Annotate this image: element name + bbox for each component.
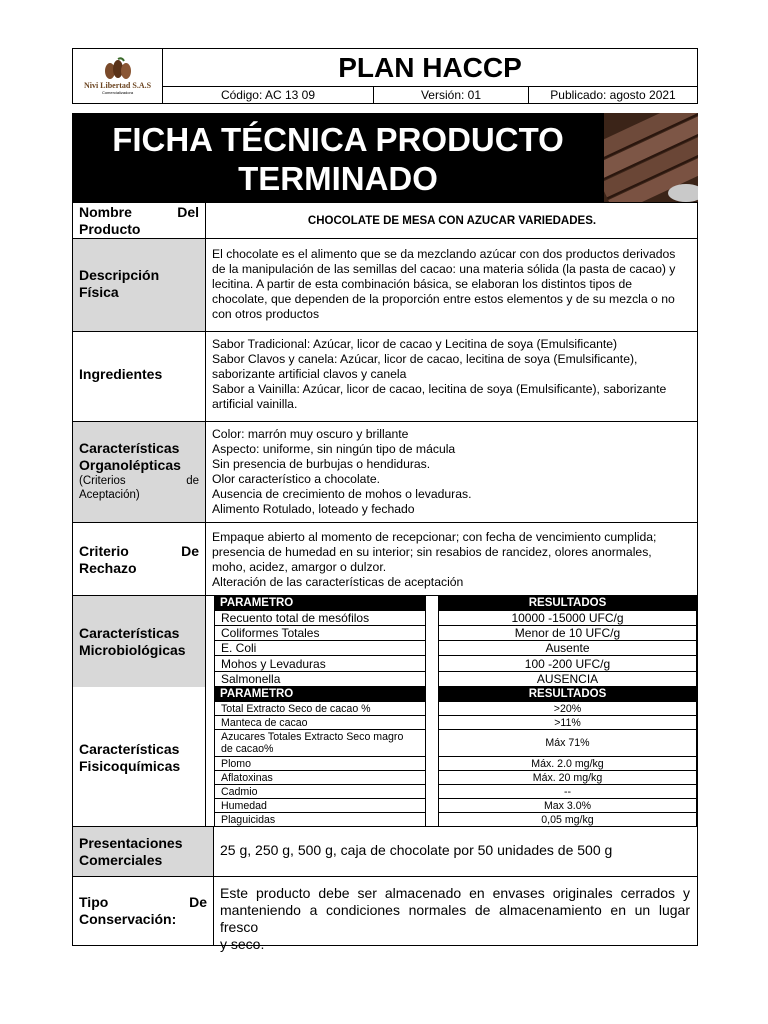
ingredientes-line: saborizante artificial clavos y canela xyxy=(212,367,407,381)
micro-param-cell: E. Coli xyxy=(214,640,426,656)
fisico-param-cell: Humedad xyxy=(214,798,426,813)
ingredientes-line: Sabor a Vainilla: Azúcar, licor de cacao, lecitina de soya (Emulsificante), saborizante xyxy=(212,382,667,396)
micro-param-header: PARAMETRO xyxy=(214,596,426,610)
fisico-result-cell: >20% xyxy=(438,701,697,716)
row-line xyxy=(72,522,698,523)
microbiologicas-label-l1: Características xyxy=(79,625,180,641)
fisico-result-cell: Máx. 2.0 mg/kg xyxy=(438,756,697,771)
fisicoquimicas-label xyxy=(79,741,199,775)
fisico-param-line: de cacao% xyxy=(221,743,274,755)
organolepticas-sub-w1: (Criterios xyxy=(79,475,126,487)
presentaciones-value: 25 g, 250 g, 500 g, caja de chocolate por 50 unidades de 500 g xyxy=(220,842,613,858)
conservacion-line: y seco. xyxy=(220,936,265,952)
version-cell: Versión: 01 xyxy=(373,86,529,104)
micro-result-cell: Ausente xyxy=(438,640,697,656)
descripcion-line: de la manipulación de las semillas del cacao: una materia sólida (la pasta de cacao) y xyxy=(212,262,676,276)
ficha-banner xyxy=(72,113,604,202)
conservacion-label xyxy=(79,894,207,928)
organolepticas-line: Color: marrón muy oscuro y brillante xyxy=(212,427,409,441)
fisicoquimicas-label-l1: Características xyxy=(79,741,180,757)
rechazo-label xyxy=(79,543,199,577)
rechazo-label-w1: Criterio xyxy=(79,543,129,559)
organolepticas-line: Aspecto: uniforme, sin ningún tipo de mácula xyxy=(212,442,456,456)
nombre-label-w3: Producto xyxy=(79,221,141,237)
fisico-result-header: RESULTADOS xyxy=(438,687,697,701)
fisico-param-cell xyxy=(214,729,426,757)
fisico-param-cell: Aflatoxinas xyxy=(214,770,426,785)
rechazo-label-l2: Rechazo xyxy=(79,560,137,576)
fisico-param-cell: Total Extracto Seco de cacao % xyxy=(214,701,426,716)
ingredientes-label: Ingredientes xyxy=(79,366,163,382)
ingredientes-line: Sabor Tradicional: Azúcar, licor de cacao y Lecitina de soya (Emulsificante) xyxy=(212,337,618,351)
fisico-result-cell: -- xyxy=(438,784,697,799)
conservacion-label-w2: De xyxy=(189,894,207,910)
nombre-value: CHOCOLATE DE MESA CON AZUCAR VARIEDADES. xyxy=(307,214,597,227)
fisico-result-cell: Máx 71% xyxy=(438,729,697,757)
rechazo-line: Empaque abierto al momento de recepcionar; con fecha de vencimiento cumplida; xyxy=(212,530,657,544)
conservacion-text xyxy=(220,885,690,953)
micro-param-cell: Recuento total de mesófilos xyxy=(214,610,426,626)
conservacion-line: manteniendo a condiciones normales de almacenamiento en un lugar fresco xyxy=(220,902,690,935)
conservacion-label-w1: Tipo xyxy=(79,894,109,910)
ingredientes-line: Sabor Clavos y canela: Azúcar, licor de cacao, lecitina de soya (Emulsificante), xyxy=(212,352,638,366)
presentaciones-label-l2: Comerciales xyxy=(79,852,163,868)
fisico-result-cell: Max 3.0% xyxy=(438,798,697,813)
rechazo-line: moho, acidez, amargor o dulzor. xyxy=(212,560,387,574)
organolepticas-label-l1: Características xyxy=(79,440,180,456)
cacao-logo-icon xyxy=(98,57,138,81)
fisico-param-cell: Manteca de cacao xyxy=(214,715,426,730)
conservacion-label-l2: Conservación: xyxy=(79,911,177,927)
publicado-cell: Publicado: agosto 2021 xyxy=(528,86,698,104)
fisicoquimicas-label-l2: Fisicoquímicas xyxy=(79,758,181,774)
row-line xyxy=(72,876,698,877)
descripcion-line: chocolate, que dependen de la proporción entre estos elementos y de su mezcla o no xyxy=(212,292,675,306)
ingredientes-line: artificial vainilla. xyxy=(212,397,298,411)
column-divider-lower xyxy=(213,826,214,946)
descripcion-line: lecitina. A partir de esta combinación básica, se elaboran los distintos tipos de xyxy=(212,277,633,291)
fisico-param-cell: Plomo xyxy=(214,756,426,771)
fisico-result-cell: Máx. 20 mg/kg xyxy=(438,770,697,785)
microbiologicas-label xyxy=(79,625,199,659)
descripcion-label-l2: Física xyxy=(79,284,119,300)
descripcion-label-l1: Descripción xyxy=(79,267,160,283)
organolepticas-text xyxy=(212,427,690,517)
organolepticas-sub-l2: Aceptación) xyxy=(79,489,140,501)
logo-cell xyxy=(72,48,163,104)
presentaciones-label-l1: Presentaciones xyxy=(79,835,183,851)
rechazo-text xyxy=(212,530,690,590)
nombre-label-w1: Nombre xyxy=(79,204,132,220)
row-line xyxy=(72,331,698,332)
descripcion-label xyxy=(79,267,199,301)
conservacion-line: Este producto debe ser almacenado en envases originales cerrados y xyxy=(220,885,690,901)
rechazo-label-w2: De xyxy=(181,543,199,559)
logo-name: Nivi Libertad S.A.S xyxy=(83,81,152,90)
organolepticas-label xyxy=(79,440,199,502)
logo-sub: Comercializadora xyxy=(101,90,134,95)
descripcion-line: con otros productos xyxy=(212,307,320,321)
banner-line-2: TERMINADO xyxy=(238,160,438,197)
organolepticas-sub-w2: de xyxy=(186,475,199,487)
micro-param-cell: Coliformes Totales xyxy=(214,625,426,641)
descripcion-line: El chocolate es el alimento que se da mezclando azúcar con dos productos derivados xyxy=(212,247,676,261)
micro-result-header: RESULTADOS xyxy=(438,596,697,610)
rechazo-line: presencia de humedad en su interior; sin resabios de rancidez, olores anormales, xyxy=(212,545,652,559)
fisico-param-header: PARAMETRO xyxy=(214,687,426,701)
descripcion-text xyxy=(212,247,690,322)
micro-param-cell: Mohos y Levaduras xyxy=(214,655,426,672)
microbiologicas-label-l2: Microbiológicas xyxy=(79,642,186,658)
rechazo-line: Alteración de las características de aceptación xyxy=(212,575,464,589)
organolepticas-line: Alimento Rotulado, loteado y fechado xyxy=(212,502,415,516)
nombre-label xyxy=(79,204,199,238)
organolepticas-line: Ausencia de crecimiento de mohos o levaduras. xyxy=(212,487,472,501)
chocolate-product-image xyxy=(604,113,698,202)
micro-param-cell: Salmonella xyxy=(214,671,426,687)
organolepticas-line: Olor característico a chocolate. xyxy=(212,472,380,486)
micro-result-cell: Menor de 10 UFC/g xyxy=(438,625,697,641)
fisico-result-cell: 0,05 mg/kg xyxy=(438,812,697,827)
micro-result-cell: 100 -200 UFC/g xyxy=(438,655,697,672)
organolepticas-line: Sin presencia de burbujas o hendiduras. xyxy=(212,457,431,471)
document-title: PLAN HACCP xyxy=(162,48,698,87)
codigo-cell: Código: AC 13 09 xyxy=(162,86,374,104)
ingredientes-text xyxy=(212,337,690,412)
organolepticas-label-l2: Organolépticas xyxy=(79,457,181,473)
micro-result-cell: AUSENCIA xyxy=(438,671,697,687)
micro-result-cell: 10000 -15000 UFC/g xyxy=(438,610,697,626)
fisico-param-cell: Plaguicidas xyxy=(214,812,426,827)
presentaciones-label xyxy=(79,835,209,869)
column-divider xyxy=(205,202,206,826)
banner-line-1: FICHA TÉCNICA PRODUCTO xyxy=(112,121,564,158)
fisico-param-cell: Cadmio xyxy=(214,784,426,799)
fisico-result-cell: >11% xyxy=(438,715,697,730)
nombre-label-w2: Del xyxy=(177,204,199,220)
fisico-param-line: Azucares Totales Extracto Seco magro xyxy=(221,731,404,743)
